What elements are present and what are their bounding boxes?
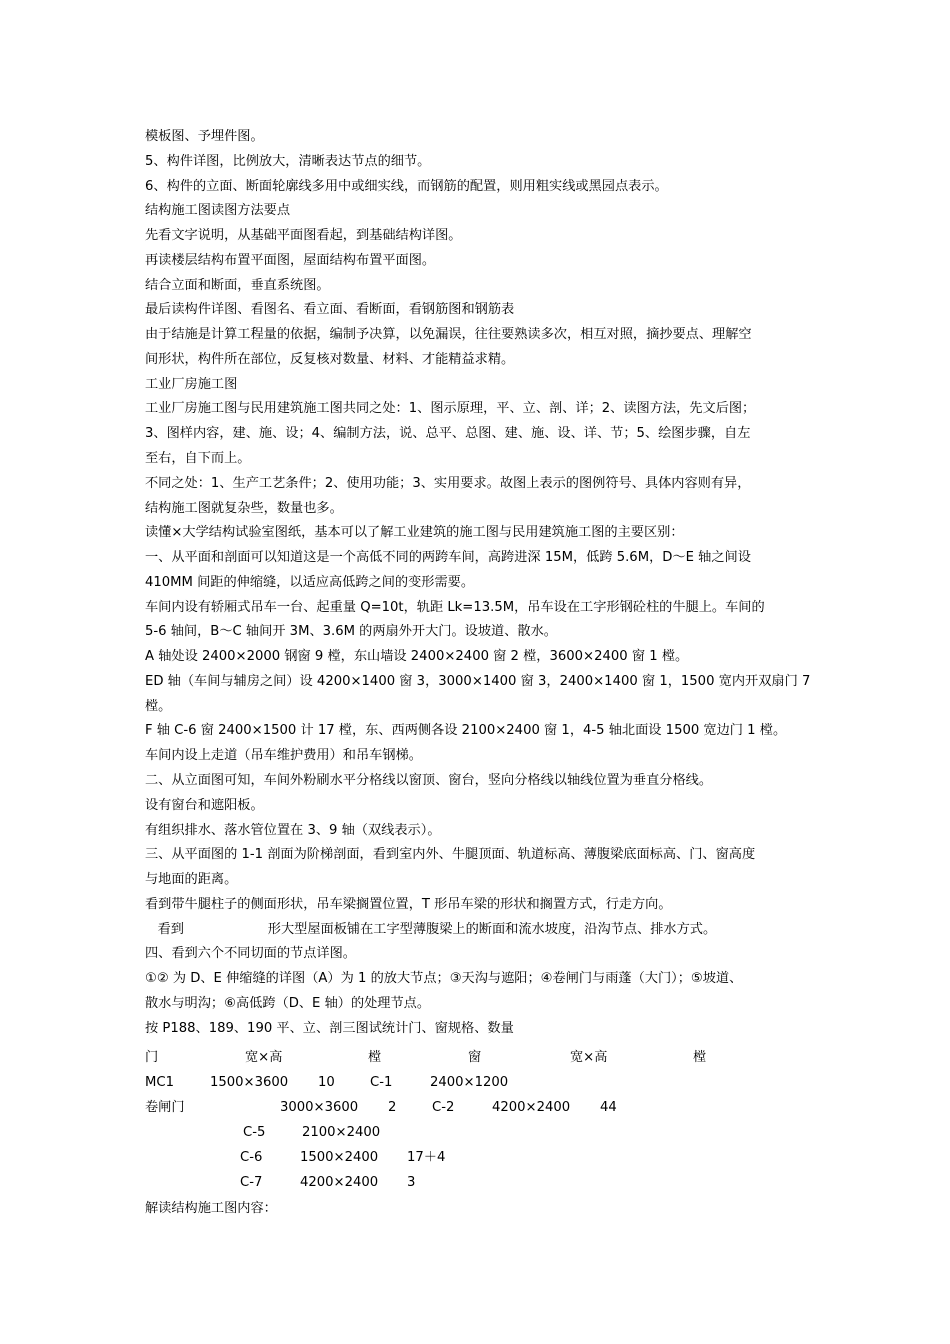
text-line: A 轴处设 2400×2000 钢窗 9 樘，东山墙设 2400×2400 窗 2 樘，3600×2400 窗 1 樘。	[145, 649, 689, 665]
text-line: 二、从立面图可知，车间外粉刷水平分格线以窗顶、窗台，竖向分格线以轴线位置为垂直分格线。	[145, 773, 713, 789]
text-line: 散水与明沟；⑥高低跨（D、E 轴）的处理节点。	[145, 995, 431, 1011]
text-line: 3、图样内容，建、施、设；4、编制方法，说、总平、总图、建、施、设、详、节；5、绘图步骤，自左	[145, 426, 751, 442]
table-cell: 44	[600, 1100, 617, 1115]
table-cell: 2100×2400	[302, 1125, 381, 1140]
table-cell: 卷闸门	[145, 1100, 185, 1115]
closing-line: 解读结构施工图内容：	[145, 1201, 277, 1216]
text-line: 读懂×大学结构试验室图纸，基本可以了解工业建筑的施工图与民用建筑施工图的主要区别：	[145, 525, 684, 541]
text-line: 车间内设上走道（吊车维护费用）和吊车钢梯。	[145, 748, 422, 764]
table-header-cell: 窗	[468, 1050, 482, 1065]
text-line: 5、构件详图，比例放大，清晰表达节点的细节。	[145, 153, 431, 169]
text-line: 至右，自下而上。	[145, 451, 251, 466]
text-line: 樘。	[145, 698, 172, 714]
table-cell: 2400×1200	[430, 1075, 509, 1090]
text-line: 工业厂房施工图	[145, 376, 238, 392]
text-line: 四、看到六个不同切面的节点详图。	[145, 946, 356, 962]
table-cell: 4200×2400	[492, 1100, 571, 1115]
text-line: 设有窗台和遮阳板。	[145, 797, 264, 813]
text-line: 最后读构件详图、看图名、看立面、看断面，看钢筋图和钢筋表	[145, 302, 515, 318]
text-line: 不同之处：1、生产工艺条件；2、使用功能；3、实用要求。故图上表示的图例符号、具体内容则有异，	[145, 475, 751, 491]
text-line: ED 轴（车间与辅房之间）设 4200×1400 窗 3，3000×1400 窗 3，2400×1400 窗 1，1500 宽内开双扇门 7	[145, 673, 811, 689]
table-cell: C-1	[370, 1075, 393, 1090]
text-line: 再读楼层结构布置平面图，屋面结构布置平面图。	[145, 252, 436, 268]
table-cell: 1500×2400	[300, 1150, 379, 1165]
table-cell: 3000×3600	[280, 1100, 359, 1115]
text-line: 模板图、予埋件图。	[145, 129, 264, 144]
table-cell: 3	[407, 1175, 416, 1190]
text-line: 6、构件的立面、断面轮廓线多用中或细实线，而钢筋的配置，则用粗实线或黑园点表示。	[145, 178, 668, 194]
text-line: 结构施工图就复杂些，数量也多。	[145, 500, 343, 516]
text-line: 车间内设有轿厢式吊车一台、起重量 Q=10t，轨距 Lk=13.5M，吊车设在工字形钢砼柱的牛腿上。车间的	[145, 599, 765, 615]
table-cell: C-7	[240, 1175, 263, 1190]
text-line: 有组织排水、落水管位置在 3、9 轴（双线表示）。	[145, 822, 441, 838]
text-line: 先看文字说明，从基础平面图看起，到基础结构详图。	[145, 228, 462, 244]
text-line: 看到 形大型屋面板铺在工字型薄腹梁上的断面和流水坡度，沿沟节点、排水方式。	[145, 921, 717, 937]
text-line: 一、从平面和剖面可以知道这是一个高低不同的两跨车间，高跨进深 15M，低跨 5.6M，D～E 轴之间设	[145, 550, 751, 566]
table-cell: 1500×3600	[210, 1075, 289, 1090]
text-line: 由于结施是计算工程量的依据，编制予决算，以免漏误，往往要熟读多次，相互对照，摘抄要点、理解空	[145, 327, 752, 343]
text-line: 410MM 间距的伸缩缝，以适应高低跨之间的变形需要。	[145, 574, 475, 590]
text-line: 看到带牛腿柱子的侧面形状，吊车梁搁置位置，T 形吊车梁的形状和搁置方式，行走方向。	[145, 896, 672, 912]
table-cell: C-6	[240, 1150, 263, 1165]
text-line: 结合立面和断面，垂直系统图。	[145, 277, 330, 293]
table-cell: 2	[388, 1100, 397, 1115]
table-header-cell: 宽×高	[245, 1050, 283, 1065]
text-line: 结构施工图读图方法要点	[145, 203, 291, 219]
text-line: 间形状，构件所在部位，反复核对数量、材料、才能精益求精。	[145, 351, 515, 367]
text-line: F 轴 C-6 窗 2400×1500 计 17 樘，东、西两侧各设 2100×2400 窗 1，4-5 轴北面设 1500 宽边门 1 樘。	[145, 723, 787, 739]
text-line: ①② 为 D、E 伸缩缝的详图（A）为 1 的放大节点；③天沟与遮阳；④卷闸门与雨蓬（大门）；⑤坡道、	[145, 971, 743, 987]
table-header-cell: 宽×高	[570, 1050, 608, 1065]
text-line: 三、从平面图的 1-1 剖面为阶梯剖面，看到室内外、牛腿顶面、轨道标高、薄腹梁底面标高、门、窗高度	[145, 847, 756, 863]
table-header-cell: 门	[145, 1050, 159, 1065]
table-cell: C-5	[243, 1125, 266, 1140]
table-header-cell: 樘	[693, 1050, 707, 1065]
text-line: 与地面的距离。	[145, 872, 238, 888]
text-line: 5-6 轴间，B～C 轴间开 3M、3.6M 的两扇外开大门。设坡道、散水。	[145, 624, 557, 640]
table-cell: 10	[318, 1075, 335, 1090]
table-cell: C-2	[432, 1100, 455, 1115]
text-line: 按 P188、189、190 平、立、剖三图试统计门、窗规格、数量	[145, 1020, 514, 1036]
table-cell: 4200×2400	[300, 1175, 379, 1190]
table-cell: 17＋4	[407, 1150, 446, 1165]
table-cell: MC1	[145, 1075, 174, 1090]
text-line: 工业厂房施工图与民用建筑施工图共同之处：1、图示原理，平、立、剖、详；2、读图方法，先文后图；	[145, 401, 756, 417]
table-header-cell: 樘	[368, 1050, 382, 1065]
